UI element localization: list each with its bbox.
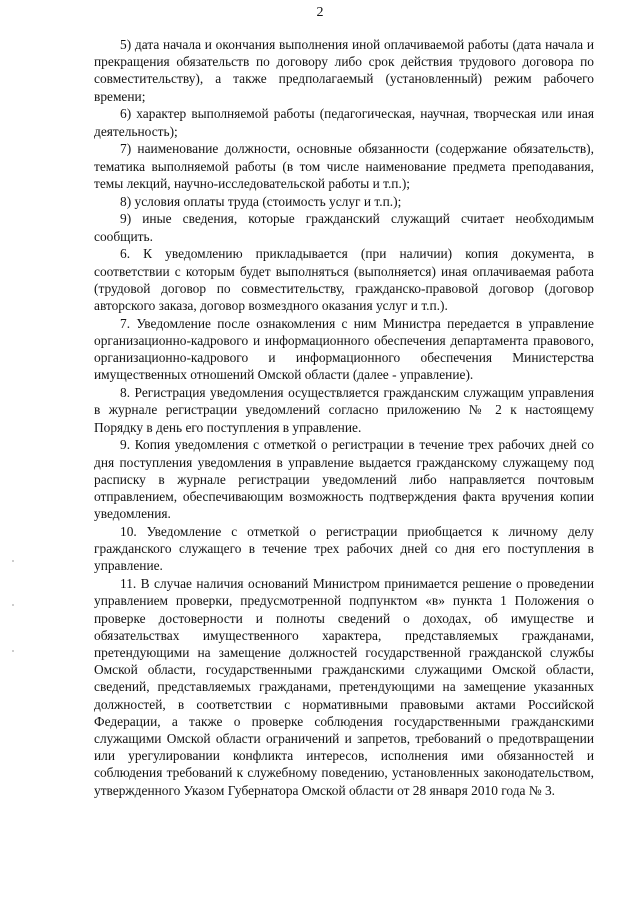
paragraph-item-5: 5) дата начала и окончания выполнения иной оплачиваемой работы (дата начала и прекращения обязательств по договору либо срок действия трудового договора по совместительству), а также предполагаемый (установленный) режим рабочего времени; [94,37,594,104]
paragraph-clause-11: 11. В случае наличия оснований Министром принимается решение о проведении управлением проверки, предусмотренной подпунктом «в» пункта 1 Положения о проверке достоверности и полноты сведений о доходах, об имуществе и обязательствах имущественного характера, представляемых гражданами, претендующими на замещение должностей государственной гражданской службы Омской области, государственными гражданскими служащими Омской области, сведений, представляемых гражданами, претендующими на замещение указанных должностей, в соответствии с нормативными правовыми актами Российской Федерации, а также о проверке соблюдения государственными гражданскими служащими Омской области ограничений и запретов, требований о предотвращении или урегулировании конфликта интересов, исполнения ими обязанностей и соблюдения требований к служебному поведению, установленных законодательством, утвержденного Указом Губернатора Омской области от 28 января 2010 года № 3. [94,576,594,798]
paragraph-clause-6: 6. К уведомлению прикладывается (при наличии) копия документа, в соответствии с которым будет выполняться (выполняется) иная оплачиваемая работа (трудовой договор по совместительству, гражданско-правовой договор (договор авторского заказа, договор возмездного оказания услуг и т.п.). [94,246,594,314]
paragraph-item-9: 9) иные сведения, которые гражданский служащий считает необходимым сообщить. [94,211,594,244]
page-number: 2 [316,5,324,20]
paragraph-clause-8: 8. Регистрация уведомления осуществляется гражданским служащим управления в журнале регистрации уведомлений согласно приложению № 2 к настоящему Порядку в день его поступления в управление. [94,385,594,435]
paragraph-clause-10: 10. Уведомление с отметкой о регистрации приобщается к личному делу гражданского служащего в течение трех рабочих дней со дня его поступления в управление. [94,524,594,574]
scan-speck [12,650,14,652]
scan-speck [12,604,14,606]
paragraph-item-8: 8) условия оплаты труда (стоимость услуг и т.п.); [120,193,402,209]
scan-speck [12,560,14,562]
paragraph-clause-7: 7. Уведомление после ознакомления с ним Министра передается в управление организационно-кадрового и информационного обеспечения департамента правового, организационно-кадрового и информационного обеспечения Министерства имущественных отношений Омской области (далее - управление). [94,315,594,383]
paragraph-item-7: 7) наименование должности, основные обязанности (содержание обязательств), тематика выполняемой работы (в том числе наименование предмета преподавания, темы лекций, научно-исследовательской работы и т.п.); [94,141,594,191]
paragraph-clause-9: 9. Копия уведомления с отметкой о регистрации в течение трех рабочих дней со дня поступления уведомления в управление выдается гражданскому служащему под расписку в журнале регистрации уведомлений либо направляется почтовым отправлением, обеспечивающим возможность подтверждения факта вручения копии уведомления. [94,437,594,522]
paragraph-item-6: 6) характер выполняемой работы (педагогическая, научная, творческая или иная деятельность); [94,106,594,139]
document-body [94,36,594,799]
